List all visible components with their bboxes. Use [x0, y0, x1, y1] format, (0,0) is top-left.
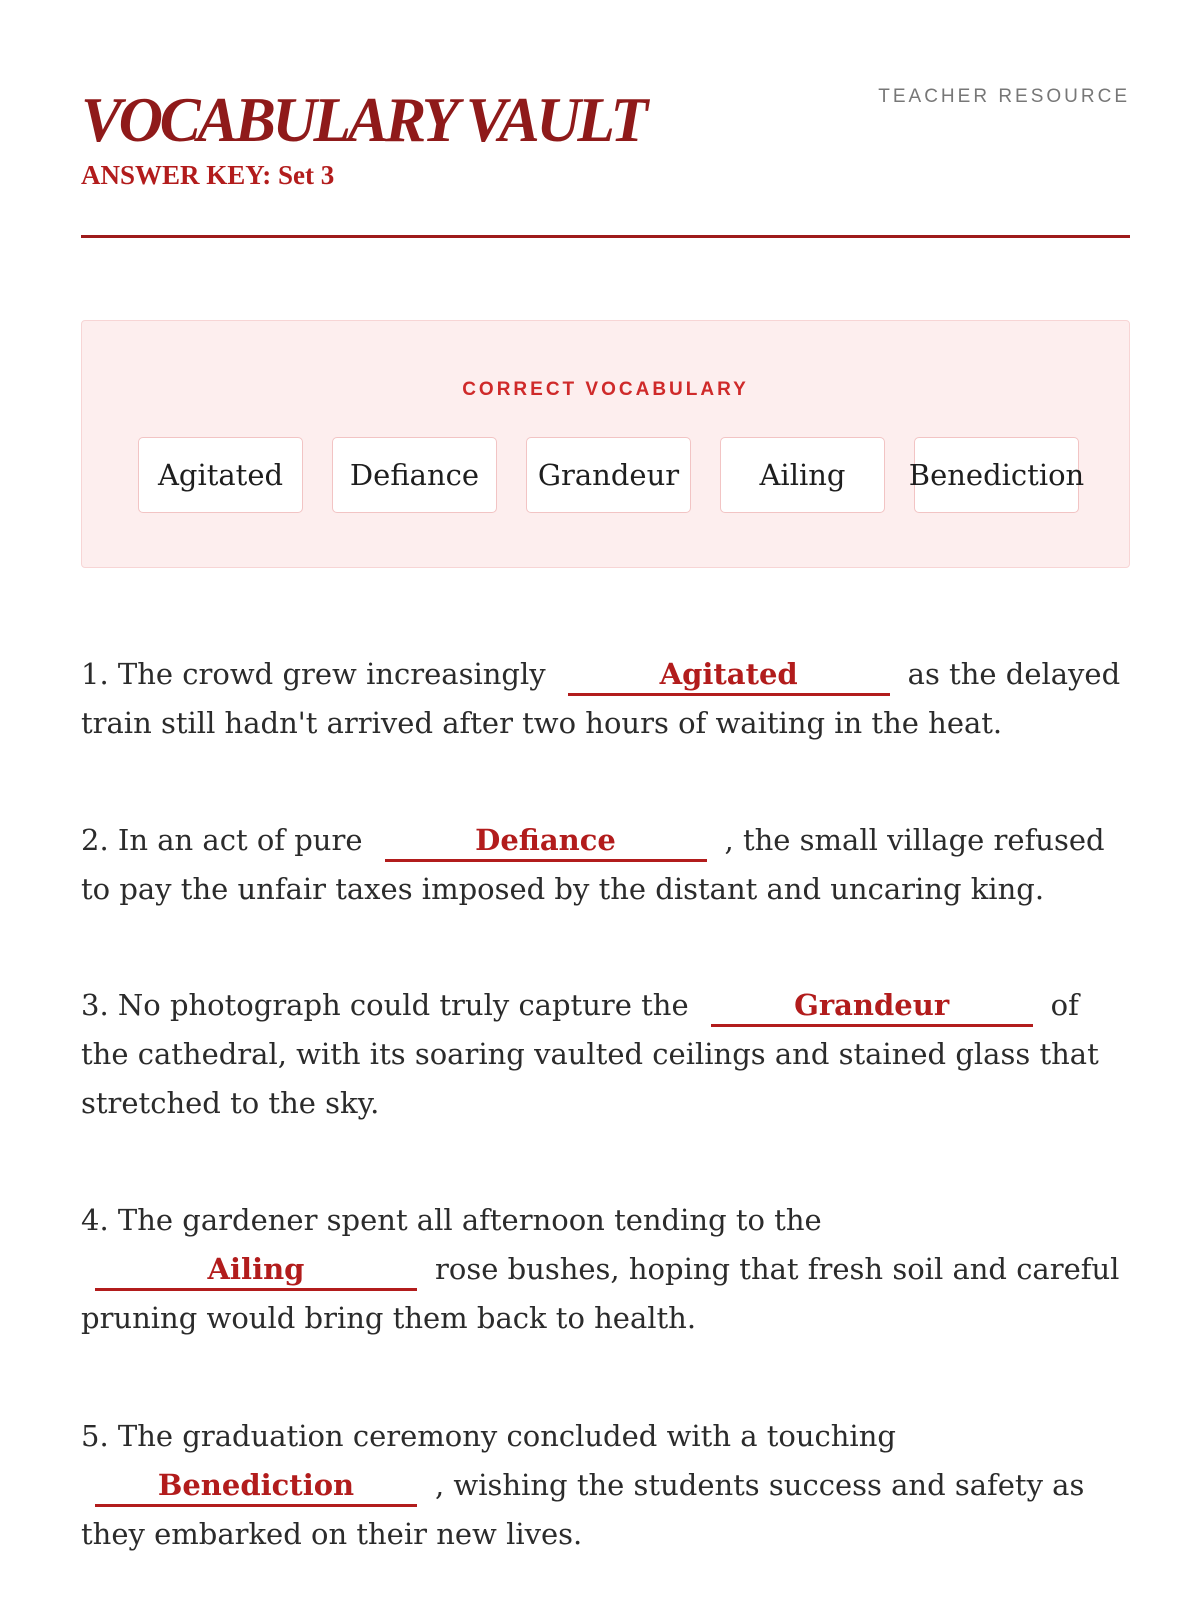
- question-item: [81, 1196, 1130, 1343]
- question-text-after: of the cathedral, with its soaring vaulted ceilings and stained glass that stretched to the sky.: [81, 988, 1099, 1120]
- question-text-before: No photograph could truly capture the: [117, 988, 689, 1022]
- question-number: 1.: [81, 657, 109, 691]
- vocabulary-heading: CORRECT VOCABULARY: [462, 379, 749, 400]
- answer-blank: Ailing: [95, 1250, 417, 1291]
- question-text-after: rose bushes, hoping that fresh soil and careful pruning would bring them back to health.: [81, 1252, 1120, 1335]
- question-number: 4.: [81, 1203, 109, 1237]
- question-text-before: The graduation ceremony concluded with a touching: [117, 1419, 896, 1453]
- question-number: 2.: [81, 823, 109, 857]
- question-item: [81, 650, 1130, 748]
- word-chip: Benediction: [914, 437, 1079, 513]
- question-text-after: , the small village refused to pay the unfair taxes imposed by the distant and uncaring king.: [81, 823, 1105, 906]
- worksheet-header: [81, 84, 1130, 192]
- word-chip: Grandeur: [526, 437, 691, 513]
- answer-blank: Benediction: [95, 1466, 417, 1507]
- question-text-before: The gardener spent all afternoon tending to the: [117, 1203, 822, 1237]
- question-text-after: as the delayed train still hadn't arrived after two hours of waiting in the heat.: [81, 657, 1121, 740]
- answer-blank: Agitated: [568, 655, 890, 696]
- question-text-before: In an act of pure: [117, 823, 363, 857]
- question-number: 5.: [81, 1419, 109, 1453]
- question-number: 3.: [81, 988, 109, 1022]
- answer-blank: Grandeur: [711, 986, 1033, 1027]
- question-text-after: , wishing the students success and safety as they embarked on their new lives.: [81, 1468, 1085, 1551]
- answer-key-subtitle: ANSWER KEY: Set 3: [81, 160, 335, 190]
- vocabulary-panel: [81, 320, 1130, 568]
- word-bank: [138, 437, 1085, 513]
- teacher-resource-tag: TEACHER RESOURCE: [878, 86, 1130, 107]
- question-item: [81, 1412, 1130, 1559]
- word-chip: Agitated: [138, 437, 303, 513]
- header-divider: [81, 235, 1130, 238]
- answer-blank: Defiance: [385, 821, 707, 862]
- question-text-before: The crowd grew increasingly: [117, 657, 546, 691]
- question-item: [81, 981, 1130, 1128]
- word-chip: Ailing: [720, 437, 885, 513]
- word-chip: Defiance: [332, 437, 497, 513]
- page-title: VOCABULARY VAULT: [81, 84, 645, 155]
- question-item: [81, 816, 1130, 914]
